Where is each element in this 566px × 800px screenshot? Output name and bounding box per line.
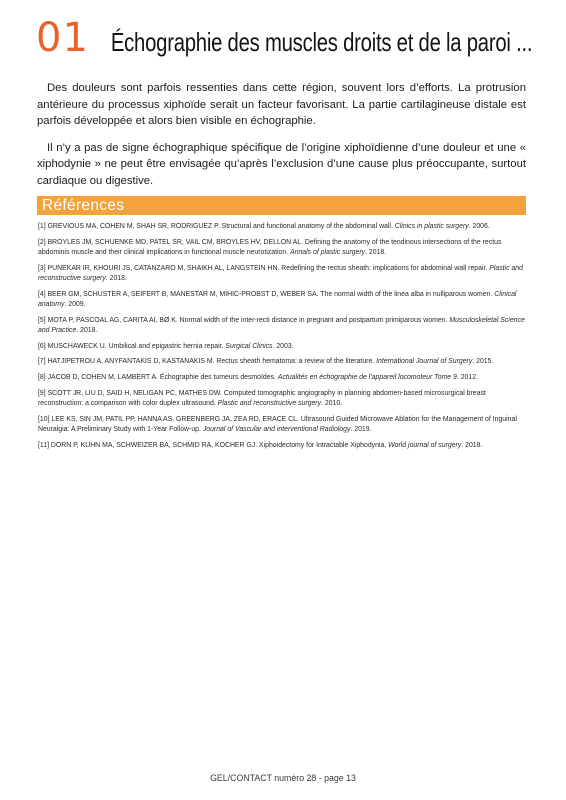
reference-journal: Musculoskeletal Science and Practice <box>38 316 525 334</box>
reference-text: [4] BEER GM, SCHUSTER A, SEIFERT B, MANESTAR M, MIHIC-PROBST D, WEBER SA. The normal width of the linea alba in nulliparous women. <box>38 290 495 298</box>
reference-journal: Journal of Vascular and interventional Radiology <box>202 425 351 433</box>
reference-text: [10] LEE KS, SIN JM, PATIL PP, HANNA AS, GREENBERG JA, ZEA RD, ERACE CL. Ultrasound Guided Microwave Ablation for the Management of Inguinal Neuralgia: A Preliminary Study with 1-Year Follow-up. <box>38 415 517 433</box>
reference-text: [8] JACOB D, COHEN M, LAMBERT A. Échographie des tumeurs desmoïdes. <box>38 374 278 381</box>
reference-item <box>38 264 529 285</box>
reference-item <box>38 342 529 352</box>
reference-text: [3] PUNEKAR IR, KHOURI JS, CATANZARO M, SHAIKH AL, LANGSTEIN HN. Redefining the rectus sheath: implications for abdominal wall repair. <box>38 264 490 272</box>
reference-year: . 2009. <box>64 300 86 308</box>
reference-item <box>38 389 529 410</box>
reference-text: [1] GREVIOUS MA, COHEN M, SHAH SR, RODRIGUEZ P. Structural and functional anatomy of the abdominal wall. <box>38 223 395 230</box>
reference-year: . 2018. <box>76 326 98 334</box>
reference-year: . 2006. <box>468 223 490 230</box>
reference-text: [9] SCOTT JR, LIU D, SAID H, NELIGAN PC, MATHES DW. Computed tomographic angiography in planning abdomen-based microsurgical breast reconstruction: a comparison with color duplex ultrasound. <box>38 389 486 407</box>
reference-journal: International Journal of Surgery <box>376 358 473 366</box>
reference-text: [6] MUSCHAWECK U. Umbilical and epigastric hernia repair. <box>38 342 226 350</box>
reference-journal: Clinical anatomy <box>38 290 517 308</box>
reference-item <box>38 222 529 232</box>
reference-item <box>38 316 529 337</box>
reference-text: [5] MOTA P, PASCOAL AG, CARITA AI, BØ K. Normal width of the inter-recti distance in pregnant and postpartum primiparous women. <box>38 316 450 324</box>
reference-journal: Actualités en échographie de l’appareil locomoteur Tome 9 <box>277 374 457 381</box>
references-heading-bar <box>37 196 526 215</box>
reference-item <box>38 290 529 311</box>
reference-year: . 2018. <box>365 248 387 256</box>
reference-year: . 2003. <box>272 342 294 350</box>
intro-paragraph-2: Il n’y a pas de signe échographique spécifique de l’origine xiphoïdienne d’une douleur et une « xiphodynie » ne peut être envisagée qu’après l’exclusion d’une cause plus préoccupante, surtout cardiaque ou digestive. <box>37 141 526 187</box>
reference-item <box>38 441 529 451</box>
chapter-number: 01 <box>36 15 89 61</box>
page-title: Échographie des muscles droits et de la paroi ... <box>110 27 532 57</box>
reference-text: [11] DORN P, KUHN MA, SCHWEIZER BA, SCHMID RA, KOCHER GJ. Xiphoidectomy for Intractable Xiphodynia. <box>38 441 389 449</box>
reference-journal: Plastic and reconstructive surgery <box>38 264 523 282</box>
reference-item <box>38 373 529 383</box>
references-list <box>38 222 529 456</box>
reference-year: . 2012. <box>456 374 478 381</box>
reference-text: [2] BROYLES JM, SCHUENKE MD, PATEL SR, VAIL CM, BROYLES HV, DELLON AL. Defining the anatomy of the tendinous intersections of the rectus abdominis muscle and their clinical implications in functional muscle neurotization. <box>38 238 502 256</box>
reference-item <box>38 357 529 367</box>
page-footer: GEL/CONTACT numéro 28 - page 13 <box>210 773 356 783</box>
reference-journal: Clinics in plastic surgery <box>394 223 469 230</box>
reference-text: [7] HATJIPETROU A, ANYFANTAKIS D, KASTANAKIS M. Rectus sheath hematoma: a review of the literature. <box>38 358 377 366</box>
reference-journal: Surgical Clinics <box>225 342 273 350</box>
intro-text <box>37 80 526 199</box>
reference-journal: Annals of plastic surgery <box>290 248 366 256</box>
reference-year: . 2018. <box>461 441 483 449</box>
reference-year: . 2015. <box>472 358 494 366</box>
reference-item <box>38 238 529 259</box>
references-heading: Références <box>42 197 125 214</box>
intro-paragraph-1: Des douleurs sont parfois ressenties dans cette région, souvent lors d’efforts. La protrusion antérieure du processus xiphoïde serait un facteur favorisant. La partie cartilagineuse distale est parfois développée et alors bien visible en échographie. <box>37 82 526 127</box>
reference-journal: Plastic and reconstructive surgery <box>217 399 322 407</box>
reference-year: . 2010. <box>321 399 343 407</box>
reference-item <box>38 415 529 436</box>
reference-journal: World journal of surgery <box>388 441 462 449</box>
reference-year: . 2019. <box>350 425 372 433</box>
reference-year: . 2018. <box>105 274 127 282</box>
